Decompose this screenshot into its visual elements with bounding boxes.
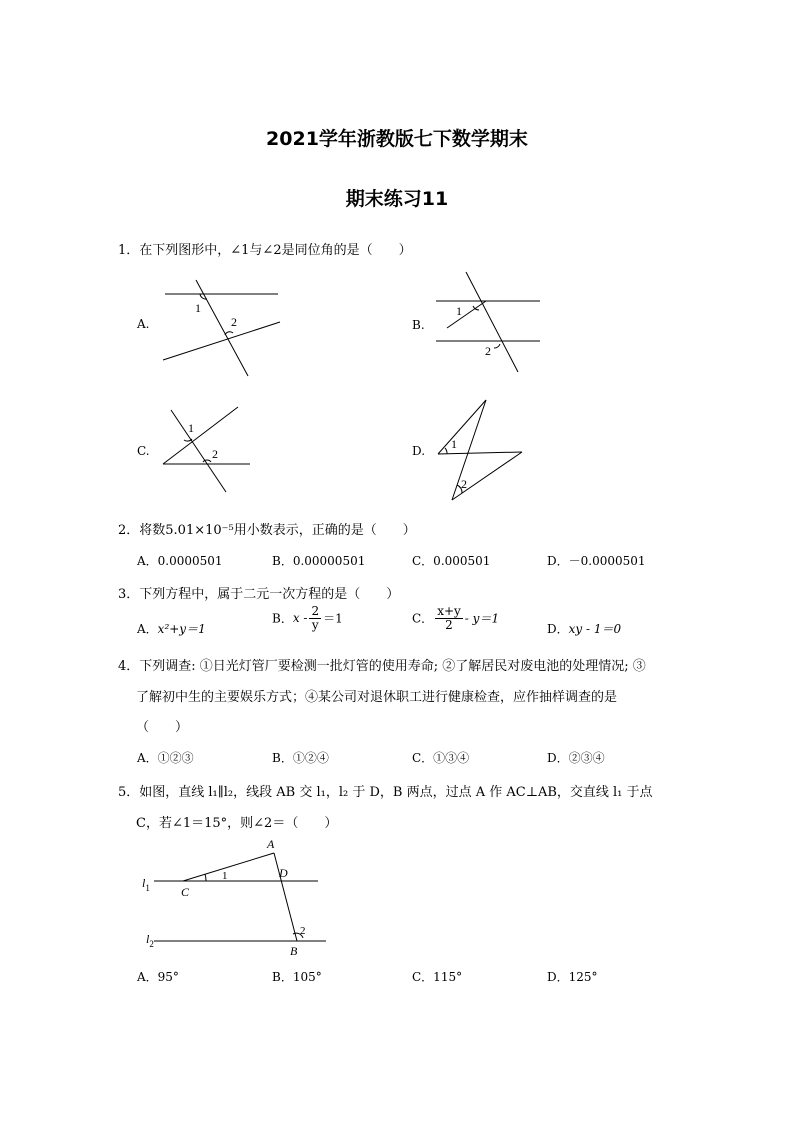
q4-option-b[interactable]: B．①②④ [272, 751, 329, 765]
q2-option-d[interactable]: D．－0.0000501 [547, 554, 646, 568]
q1b-angle-1: 1 [456, 304, 462, 318]
q1-option-d-label: D. [412, 444, 426, 458]
q3-a-prefix: A． [137, 622, 158, 636]
q2-stem: 2．将数5.01×10⁻⁵用小数表示，正确的是（ ） [118, 523, 416, 538]
q3-option-b[interactable] [272, 605, 343, 631]
q1d-angle-1: 1 [451, 437, 457, 451]
q3-option-a[interactable] [137, 620, 206, 637]
q1c-angle-1: 1 [188, 421, 194, 435]
q5-line2: C，若∠1＝15°，则∠2＝（ ） [136, 816, 338, 831]
q3-c-numerator: x+y [437, 604, 461, 618]
q4-option-c[interactable]: C．①③④ [412, 751, 470, 765]
q3-b-lead: x - [292, 611, 308, 626]
q5-option-c[interactable]: C．115° [412, 970, 463, 984]
q1-option-c-label: C. [137, 444, 150, 458]
q1a-angle-2: 2 [231, 315, 237, 329]
q3-stem: 3．下列方程中，属于二元一次方程的是（ ） [118, 587, 400, 602]
q5-l1-sub: 1 [145, 883, 150, 893]
q2-option-a[interactable]: A．0.0000501 [137, 554, 223, 568]
page-subtitle: 期末练习11 [345, 188, 449, 210]
q5-option-b[interactable]: B．105° [272, 970, 322, 984]
q3-b-tail: ＝1 [323, 611, 343, 626]
q4-option-a[interactable]: A．①②③ [137, 751, 194, 765]
q1b-angle-2: 2 [485, 344, 491, 358]
q1-option-a-label: A. [137, 317, 150, 331]
q1c-angle-2: 2 [212, 447, 218, 461]
q5-l2-sub: 2 [149, 939, 154, 949]
q4-line2: 了解初中生的主要娱乐方式；④某公司对退休职工进行健康检查，应作抽样调查的是 [136, 690, 618, 705]
q5-l2-letter: l [146, 932, 150, 946]
q3-c-tail: - y＝1 [464, 611, 500, 626]
q3-b-numerator: 2 [311, 604, 320, 618]
q3-option-d[interactable] [547, 620, 621, 637]
q5-label-C: C [181, 885, 190, 899]
q3-option-c[interactable] [412, 605, 499, 631]
q5-label-A: A [267, 837, 275, 851]
q5-angle-2: 2 [300, 925, 306, 937]
q2-option-c[interactable]: C．0.000501 [412, 554, 491, 568]
q5-option-a[interactable]: A．95° [137, 970, 179, 984]
q3-c-denominator: 2 [445, 617, 453, 632]
q5-line1: 5．如图，直线 l₁∥l₂，线段 AB 交 l₁，l₂ 于 D，B 两点，过点 A 作 AC⊥AB，交直线 l₁ 于点 [118, 785, 653, 800]
page-title: 2021学年浙教版七下数学期末 [266, 128, 528, 150]
q1-figure-b [430, 270, 550, 380]
q4-option-d[interactable]: D．②③④ [547, 751, 605, 765]
q1-stem: 1．在下列图形中，∠1与∠2是同位角的是（ ） [118, 243, 412, 258]
q3-d-prefix: D． [547, 622, 569, 636]
q3-b-prefix: B． [272, 611, 293, 626]
q5-label-D: D [279, 866, 288, 880]
q3-c-prefix: C． [412, 611, 434, 626]
q3-a-expr: x²+y＝1 [157, 622, 206, 636]
q1-option-b-label: B. [412, 318, 425, 332]
q5-label-l2 [146, 932, 154, 949]
q5-angle-1: 1 [222, 870, 228, 882]
q5-label-B: B [290, 944, 298, 958]
q3-b-denominator: y [311, 617, 319, 632]
q3-d-expr: xy - 1＝0 [568, 622, 622, 636]
q1-figure-c [158, 404, 258, 496]
q1-figure-d [430, 396, 530, 506]
q1-figure-a [160, 280, 290, 380]
q3-b-fraction [309, 605, 321, 631]
q1a-angle-1: 1 [195, 301, 201, 315]
q3-c-fraction [435, 605, 463, 631]
q5-figure [140, 835, 340, 965]
q5-l1-letter: l [142, 876, 146, 890]
q2-option-b[interactable]: B．0.00000501 [272, 554, 366, 568]
q5-option-d[interactable]: D．125° [547, 970, 598, 984]
q4-line3: （ ） [136, 720, 189, 735]
q5-label-l1 [142, 876, 150, 893]
q4-line1: 4．下列调查: ①日光灯管厂要检测一批灯管的使用寿命; ②了解居民对废电池的处理情况; ③ [118, 659, 646, 674]
q1d-angle-2: 2 [461, 477, 467, 491]
